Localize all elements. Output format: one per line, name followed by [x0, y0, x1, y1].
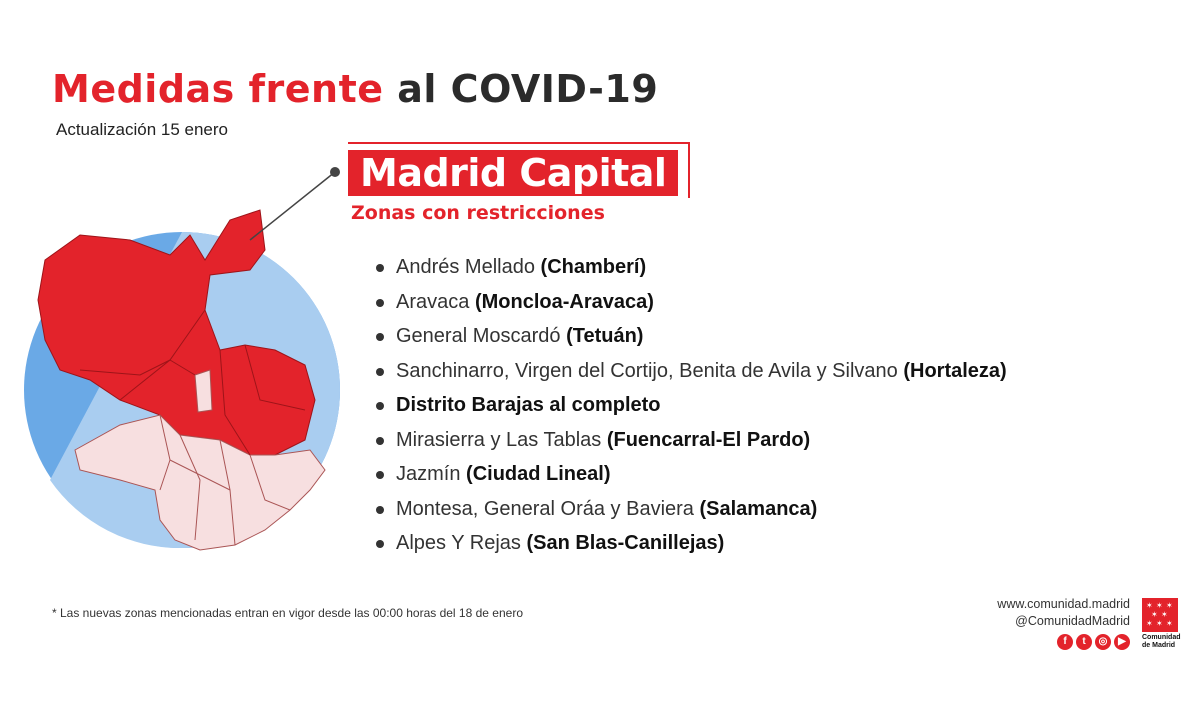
list-item: Sanchinarro, Virgen del Cortijo, Benita de Avila y Silvano (Hortaleza) — [372, 356, 1007, 391]
madrid-map — [20, 200, 340, 570]
svg-text:✶: ✶ — [1146, 619, 1153, 628]
capital-label: Madrid Capital — [348, 150, 678, 196]
social-handle[interactable]: @ComunidadMadrid — [1015, 614, 1130, 628]
twitter-icon[interactable]: t — [1076, 634, 1092, 650]
title-part-1: Medidas frente — [52, 67, 384, 111]
list-item: Distrito Barajas al completo — [372, 390, 1007, 425]
connector-line — [240, 160, 350, 250]
zones-list — [372, 252, 1007, 563]
svg-text:✶: ✶ — [1151, 610, 1158, 619]
list-item: Andrés Mellado (Chamberí) — [372, 252, 1007, 287]
logo-text: Comunidad de Madrid — [1142, 634, 1181, 649]
list-item: Mirasierra y Las Tablas (Fuencarral-El Pardo) — [372, 425, 1007, 460]
svg-text:✶: ✶ — [1166, 601, 1173, 610]
svg-text:✶: ✶ — [1161, 610, 1168, 619]
list-item: Montesa, General Oráa y Baviera (Salamanca) — [372, 494, 1007, 529]
youtube-icon[interactable]: ▶ — [1114, 634, 1130, 650]
capital-header — [348, 142, 690, 198]
footer-contact — [997, 596, 1130, 630]
instagram-icon[interactable]: ◎ — [1095, 634, 1111, 650]
svg-text:✶: ✶ — [1156, 619, 1163, 628]
social-icons — [1057, 634, 1130, 650]
svg-text:✶: ✶ — [1156, 601, 1163, 610]
logo-flag — [1142, 598, 1178, 632]
comunidad-madrid-logo — [1142, 598, 1180, 650]
svg-text:✶: ✶ — [1146, 601, 1153, 610]
stars-icon — [1142, 598, 1178, 632]
central-district — [195, 370, 212, 412]
update-date: Actualización 15 enero — [56, 120, 229, 139]
title-part-2: al COVID-19 — [397, 67, 659, 111]
footnote: * Las nuevas zonas mencionadas entran en vigor desde las 00:00 horas del 18 de enero — [52, 606, 523, 620]
list-item: Aravaca (Moncloa-Aravaca) — [372, 287, 1007, 322]
madrid-map-graphic — [20, 200, 340, 570]
list-item: Alpes Y Rejas (San Blas-Canillejas) — [372, 528, 1007, 563]
list-item: General Moscardó (Tetuán) — [372, 321, 1007, 356]
website-link[interactable]: www.comunidad.madrid — [997, 597, 1130, 611]
page-title — [52, 67, 659, 111]
svg-text:✶: ✶ — [1166, 619, 1173, 628]
list-item: Jazmín (Ciudad Lineal) — [372, 459, 1007, 494]
zones-heading: Zonas con restricciones — [351, 202, 605, 224]
facebook-icon[interactable]: f — [1057, 634, 1073, 650]
